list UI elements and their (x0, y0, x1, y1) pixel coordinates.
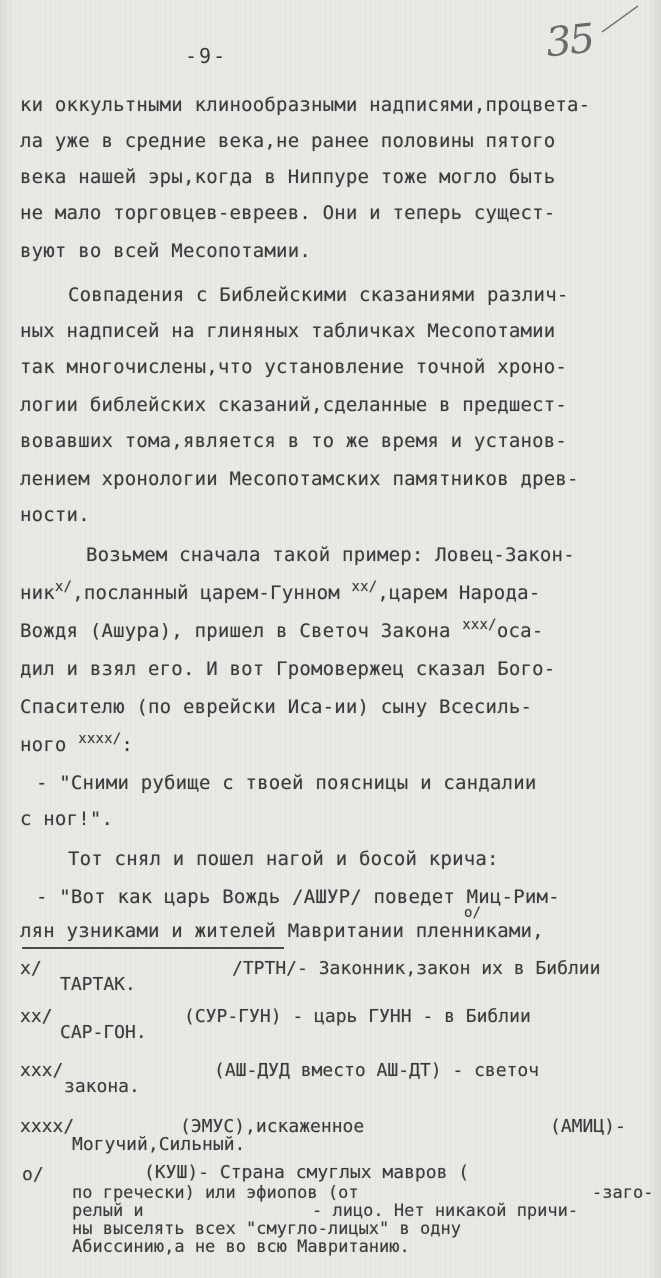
footnote-mark: xx/ (20, 1006, 53, 1027)
body-line: ности. (20, 504, 90, 526)
footnote-text: (АШ-ДУД вместо АШ-ДТ) - светоч (214, 1060, 540, 1081)
body-line: вуют во всей Месопотамии. (20, 240, 311, 262)
text-fragment: оса- (496, 620, 544, 642)
footnote-text: -заго- (592, 1183, 654, 1203)
text-fragment: ,посланный царем-Гунном (72, 582, 340, 604)
body-line: ки оккультными клинообразными надписями,процвета- (20, 94, 591, 116)
footnote-ref: xxx/ (462, 617, 497, 633)
page-number: -9- (185, 44, 228, 68)
footnote-mark: x/ (20, 958, 42, 979)
footnote-text: Абиссинию,а не во всю Мавританию. (72, 1237, 410, 1257)
footnote-text: релый и (72, 1201, 144, 1221)
footnote-text: (СУР-ГУН) - царь ГУНН - в Библии (184, 1006, 531, 1027)
body-line: так многочислены,что установление точной хроно- (20, 356, 568, 378)
body-line: Тот снял и пошел нагой и босой крича: (68, 848, 499, 870)
body-line (20, 617, 544, 642)
footnote-text: по гречески) или эфиопов (от (72, 1183, 359, 1203)
footnote-ref: x/ (54, 579, 73, 595)
handwritten-folio-number: 35 (543, 15, 596, 67)
footnote-text: ТАРТАК. (60, 974, 136, 995)
footnote-mark: xxx/ (20, 1060, 64, 1081)
footnote-text: (АМИЦ)- (550, 1116, 626, 1137)
body-line: лян узниками и жителей Мавритании пленниками, (20, 920, 544, 942)
footnote-separator (22, 947, 284, 949)
body-line (20, 731, 133, 756)
text-fragment: ,царем Народа- (377, 582, 541, 604)
body-line: ла уже в средние века,не ранее половины пятого (20, 130, 556, 152)
body-line: ных надписей на глиняных табличках Месопотамии (20, 320, 556, 342)
pen-stroke-icon (600, 4, 640, 34)
footnote-text: (КУШ)- Страна смуглых мавров ( (144, 1162, 470, 1183)
body-line: не мало торговцев-евреев. Они и теперь сущест- (20, 202, 556, 224)
footnote-text: /ТРТН/- Законник,закон их в Библии (232, 958, 601, 979)
footnote-ref: o/ (464, 905, 482, 921)
text-fragment: Вождя (Ашура), пришел в Светоч Закона (20, 620, 451, 642)
footnote-text: Могучий,Сильный. (72, 1134, 246, 1155)
body-line: - "Сними рубище с твоей поясницы и сандалии (36, 772, 537, 794)
footnote-text: - лицо. Нет никакой причи- (312, 1201, 579, 1221)
body-line (20, 579, 541, 604)
body-line: Возьмем сначала такой пример: Ловец-Закон- (86, 544, 575, 566)
footnote-text: САР-ГОН. (60, 1022, 147, 1043)
footnote-text: закона. (64, 1076, 140, 1097)
footnote-ref: xx/ (351, 579, 378, 595)
footnote-ref: xxxx/ (78, 731, 122, 747)
body-line: Совпадения с Библейскими сказаниями различ- (68, 284, 569, 306)
text-fragment: : (121, 734, 133, 756)
footnote-mark: o/ (22, 1164, 44, 1185)
text-fragment: ник (20, 582, 55, 604)
body-line: дил и взял его. И вот Громовержец сказал Бого- (20, 658, 556, 680)
footnote-text: ны выселять всех "смугло-лицых" в одну (72, 1219, 461, 1239)
body-line: вовавших тома,является в то же время и установ- (20, 430, 568, 452)
text-fragment: ного (20, 734, 67, 756)
body-line: Спасителю (по еврейски Иса-ии) сыну Всесиль- (20, 696, 533, 718)
body-line: с ног!". (20, 808, 114, 830)
footnote-text: (ЭМУС),искаженное (180, 1116, 365, 1137)
footnote-mark: xxxx/ (20, 1116, 75, 1137)
body-line: века нашей эры,когда в Ниппуре тоже могло быть (20, 166, 556, 188)
body-line: логии библейских сказаний,сделанные в предшест- (20, 394, 568, 416)
body-line: лением хронологии Месопотамских памятников древ- (20, 468, 579, 490)
body-line: - "Вот как царь Вождь /АШУР/ поведет Миц-Рим- (36, 886, 560, 908)
